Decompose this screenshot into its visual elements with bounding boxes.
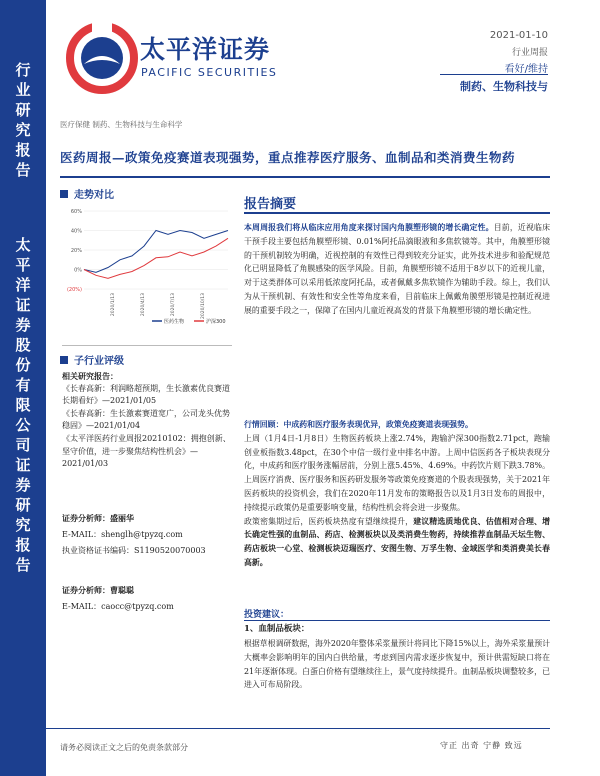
related-reports (62, 370, 237, 471)
analyst-email[interactable]: E-MAIL：shenglh@tpyzq.com (62, 529, 183, 539)
logo-name-cn: 太平洋证券 (140, 35, 271, 64)
x-tick-label: 2020/7/13 (171, 293, 176, 317)
abstract-heading: 报告摘要 (244, 197, 297, 212)
paragraph-lead: 行情回顾：中成药和医疗服务表现优异，政策免疫赛道表现强势。 (244, 420, 473, 429)
sidebar-label-bottom: 太平洋证券股份有限公司证券研究报告 (15, 236, 31, 574)
report-type: 行业周报 (511, 48, 548, 58)
sidebar-label-top: 行业研究报告 (15, 61, 31, 179)
paragraph-body: 上周（1月4日-1月8日）生物医药板块上涨2.74%，跑输沪深300指数2.71pct，跑输创业板指数3.48pct，在30个中信一级行业中排名中游。上周中信医药各子板块表现分化，中成药和医疗服务涨幅居前，分别上涨5.45%、4.69%。中药饮片则下跌3.78%。上周医疗消费、医疗服务和医药研发服务等政策免疫赛道的个股表现强势，关于2021年医药板块的投资机会，我们在2020年11月发布的策略报告以及1月3日发布的周报中，持续提示政策仍是重要影响变量，结构性机会将会进一步聚焦。 (244, 433, 550, 512)
abstract-paragraph-2 (244, 418, 550, 570)
invest-heading: 投资建议： (244, 610, 290, 620)
meta-divider (440, 74, 548, 75)
series-line (84, 238, 228, 278)
paragraph-lead: 本周周报我们将从临床应用角度来探讨国内角膜塑形镜的增长确定性。 (244, 223, 494, 232)
rating-badge: 看好/维持 (504, 64, 548, 75)
x-tick-label: 2020/1/13 (111, 293, 116, 317)
y-tick-label: 20% (70, 248, 82, 254)
invest-divider (244, 620, 550, 621)
related-item[interactable]: 《太平洋医药行业周报20210102：拥抱创新、坚守价值，进一步聚焦结构性机会》—2021/01/03 (62, 433, 231, 469)
trend-heading-text: 走势对比 (74, 190, 114, 201)
industry-heading (60, 352, 124, 367)
sector-label: 制药、生物科技与 (460, 80, 548, 93)
paragraph-tail: 政策密集期过后，医药板块热度有望继续提升， (244, 516, 414, 526)
footer-disclaimer: 请务必阅读正文之后的免责条款部分 (60, 743, 188, 752)
trend-chart (62, 205, 234, 328)
logo-name-en: PACIFIC SECURITIES (141, 66, 278, 79)
paragraph-bold: 建议精选质地优良、估值相对合理、增长确定性强的血制品、药店、检测板块以及类消费生物药，持续推荐血制品天坛生物、药店板块一心堂、检测板块迈瑞医疗、安图生物、万孚生物、金域医学和类消费美长春高新。 (244, 516, 550, 567)
abstract-divider (244, 212, 550, 214)
subsection-heading: 1、血制品板块： (244, 624, 310, 634)
x-tick-label: 2020/4/13 (141, 293, 146, 317)
analyst-name: 证券分析师：曹聪聪 (62, 585, 134, 595)
analyst-block (62, 512, 237, 558)
legend-label: 医药生物 (164, 319, 185, 325)
y-tick-label: 0% (74, 267, 82, 274)
square-bullet-icon (60, 190, 68, 198)
related-item[interactable]: 《长春高新：利润略超预期，生长激素优良赛道长期看好》—2021/01/05 (62, 383, 230, 406)
left-divider (62, 345, 232, 346)
related-item[interactable]: 《长春高新：生长激素赛道宽广，公司龙头优势稳固》—2021/01/04 (62, 408, 230, 431)
y-tick-label: 40% (70, 228, 82, 235)
analyst-license: 执业资格证书编码：S1190520070003 (62, 546, 206, 556)
analyst-name: 证券分析师：盛丽华 (62, 513, 134, 523)
analyst-block (62, 584, 237, 613)
page-title: 医药周报—政策免疫赛道表现强势，重点推荐医疗服务、血制品和类消费生物药 (60, 150, 516, 165)
breadcrumb: 医疗保健 制药、生物科技与生命科学 (60, 120, 183, 129)
legend-label: 沪深300 (206, 319, 226, 325)
y-tick-label: (20%) (66, 287, 82, 293)
footer-motto: 守正 出奇 宁静 致远 (440, 741, 523, 750)
abstract-paragraph-3: 根据草根调研数据，海外2020年整体采浆量预计将同比下降15%以上，海外采浆量预计大概率会影响明年的国内白供给量，考虑到国内需求逐步恢复中，预计供需短缺口将在21年逐渐体现。白蛋白价格有望继续往上，景气度持续提升。血制品板块调整较多，已进入可布局阶段。 (244, 639, 550, 690)
trend-heading (60, 186, 114, 201)
y-tick-label: 60% (70, 209, 82, 215)
series-line (84, 231, 228, 273)
footer-divider (46, 728, 550, 729)
x-tick-label: 2020/10/13 (201, 293, 206, 319)
abstract-paragraph-1 (244, 221, 550, 318)
paragraph-body: 目前，近视临床干预手段主要包括角膜塑形镜、0.01%阿托品滴眼液和多焦软镜等。其中，角膜塑形镜的干预机制较为明确，近视控制的有效性已得到较充分证实，此外技术进步和验配规范化已明显降低了角膜感染的医学风险。目前，角膜塑形镜不适用于8岁以下的近视儿童，对于这类群体可以采用低浓度阿托品，或者佩戴多焦软镜作为辅助手段。综上，我们认为从干预机制、有效性和安全性等角度来看，目前临床上佩戴角膜塑形镜是控制近视进展的重要手段之一，保障了在国内儿童近视高发的背景下角膜塑形镜的增长确定性。 (244, 223, 550, 315)
report-date: 2021-01-10 (489, 30, 548, 41)
related-heading: 相关研究报告： (62, 371, 118, 381)
industry-heading-text: 子行业评级 (74, 356, 124, 367)
title-divider (60, 176, 550, 178)
analyst-email[interactable]: E-MAIL：caocc@tpyzq.com (62, 601, 174, 611)
square-bullet-icon (60, 356, 68, 364)
